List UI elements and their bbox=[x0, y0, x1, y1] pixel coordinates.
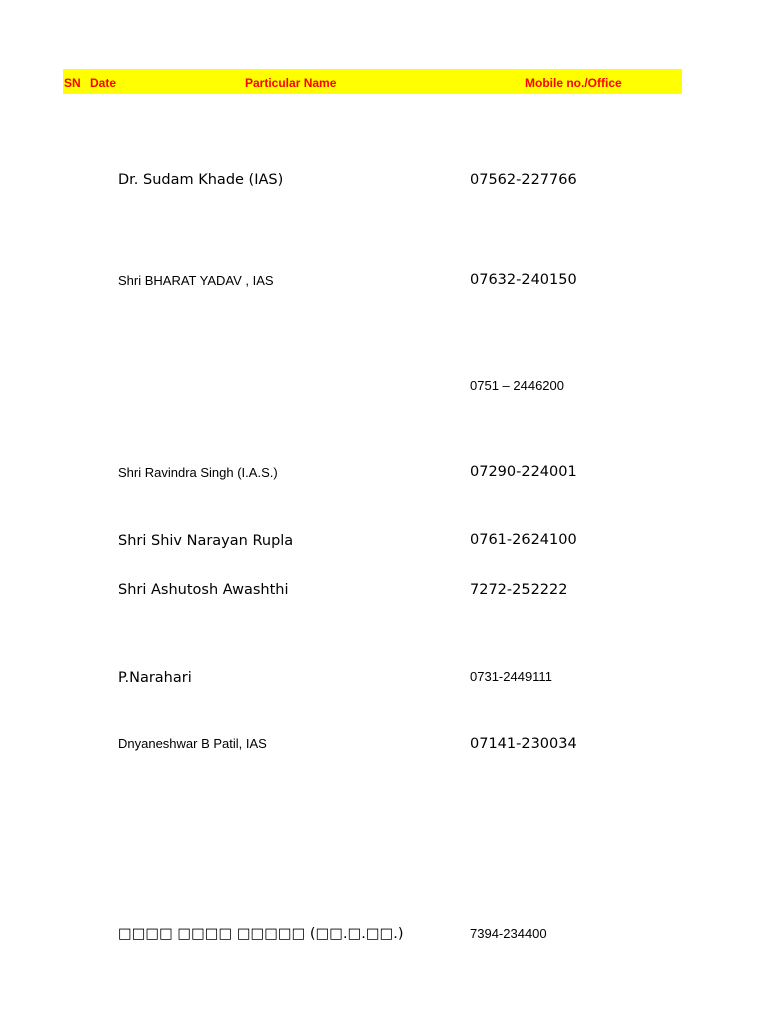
table-header bbox=[63, 69, 682, 94]
row-phone: 7394-234400 bbox=[470, 926, 547, 941]
row-name: Dnyaneshwar B Patil, IAS bbox=[118, 736, 267, 751]
header-sn: SN bbox=[64, 76, 81, 90]
row-name: Dr. Sudam Khade (IAS) bbox=[118, 172, 284, 188]
row-name: Shri Shiv Narayan Rupla bbox=[118, 533, 294, 549]
row-phone: 07632-240150 bbox=[470, 272, 577, 288]
row-name: Shri Ravindra Singh (I.A.S.) bbox=[118, 465, 278, 480]
row-phone: 0731-2449111 bbox=[470, 669, 552, 684]
row-name: Shri BHARAT YADAV , IAS bbox=[118, 273, 274, 288]
row-name: □□□□ □□□□ □□□□□ (□□.□.□□.) bbox=[118, 926, 404, 942]
row-phone: 0751 – 2446200 bbox=[470, 378, 564, 393]
row-phone: 07290-224001 bbox=[470, 464, 577, 480]
row-phone: 0761-2624100 bbox=[470, 532, 577, 548]
row-name: Shri Ashutosh Awashthi bbox=[118, 582, 289, 598]
row-name: P.Narahari bbox=[118, 670, 192, 686]
header-mobile: Mobile no./Office bbox=[525, 76, 622, 90]
row-phone: 07141-230034 bbox=[470, 736, 577, 752]
header-date: Date bbox=[90, 76, 117, 90]
row-phone: 7272-252222 bbox=[470, 582, 568, 598]
header-name: Particular Name bbox=[245, 76, 337, 90]
row-phone: 07562-227766 bbox=[470, 172, 577, 188]
